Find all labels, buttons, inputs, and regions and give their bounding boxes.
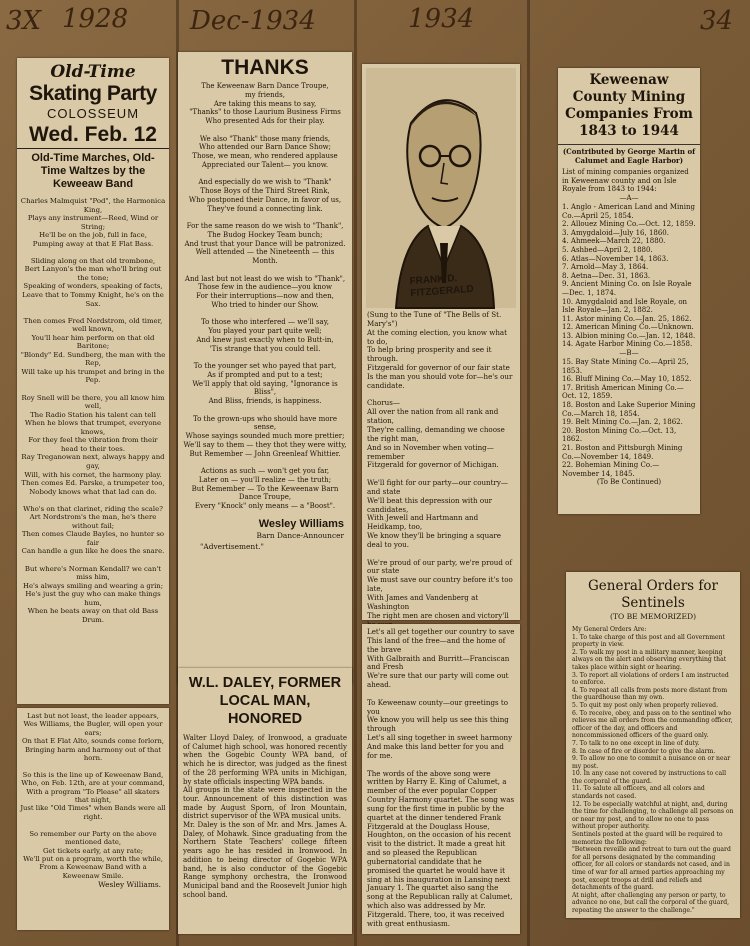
mining-list-b: 15. Bay State Mining Co.—April 25, 1853. 16. Bluff Mining Co.—May 10, 1852. 17. British American Mining Co.—Oct. 12, 1859. 18. Boston and Lake Superior Mining Co.—March 18, 1854. 19. Belt Mining Co.—Jan. 2, 1862. 20. Boston Mining Co.—Oct. 13, 1862. 21. Boston and Pittsburgh Mining Co.—November 14, 1849. 22. Bohemian Mining Co.—November 14, 1845. (562, 358, 696, 478)
daley-clipping (178, 668, 352, 934)
fitzgerald-song-continued-clipping (362, 624, 520, 934)
column-divider (527, 0, 530, 946)
skating-verse-continued: Last but not least, the leader appears, Wes Williams, the Bugler, will open your ears; On that E Flat Alto, sounds come forlorn, Bringing harm and harmony out of that horn. So this is the line up of Keweenaw Band, Who, on Feb. 12th, are at your command, With a program "To Please" all skaters that night, Just like "Old Times" when Bands were all right. So remember our Party on the above mentioned date, Get tickets early, at any rate; We'll put on a program, worth the while, From a Keweenaw Band with a Keweenaw Smile. (20, 712, 166, 880)
fitzgerald-song-continued: Let's all get together our country to save This land of the free—and the home of the brave With Galbraith and Burritt—Franciscan and Fresh We're sure that our party will come out ahead. To Keweenaw county—our greetings to you We know you will help us see this thing through Let's all sing together in sweet harmony And make this land better for you and for me. The words of the above song were written by Harry E. King of Calumet, a member of the ever popular Copper Country Harmony quartet. The song was sung for the first time in public by the quartet at the dinner tendered Frank Fitzgerald at the Douglass House, Houghton, on the occasion of his recent visit to the district. It made a great hit and so pleased the Republican gubernatorial candidate that he promised the quartet he would have it sing at his inauguration in Lansing next January 1. The quartet also sang the song at the Republican rally at Calumet, which also was addressed by Mr. Fitzgerald. There, too, it was received with great enthusiasm. (367, 627, 515, 928)
sentinel-orders-clipping (566, 572, 740, 918)
mining-title: Keweenaw County Mining Companies From 1843 to 1944 (558, 68, 700, 145)
mining-companies-clipping (558, 68, 700, 514)
skating-verse: Charles Malmquist "Pod", the Harmonica King, Plays any instrument—Reed, Wind or String; He'll be on the job, full in face, Pumping away at that E Flat Bass. Sliding along on that old trombone, Bert Lanyon's the man who'll bring out the tone; Speaking of wonders, speaking of facts, Leave that to Tommy Knight, he's on the Sax. Then comes Fred Nordstrom, old timer, well known, You'll hear him perform on that old Baritone; "Blondy" Ed. Sundberg, the man with the Rep, Will take up his trumpet and bring in the Pep. Roy Snell will be there, you all know him well, The Radio Station his talent can tell When he blows that trumpet, everyone knows, For they feel the vibration from their head to their toes. Ray Treganowan next, always happy and gay, Will, with his cornet, the harmony play. Then comes Ed. Parske, a trumpeter too, Nobody knows what that lad can do. Who's on that clarinet, riding the scale? Art Nordstrom's the man, he's there without fail; Then comes Claude Bayles, no hunter so fair Can handle a gun like he does the snare. But where's Norman Kendall? we can't miss him, He's always smiling and wearing a grin; He's just the guy who can make things hum, When he beats away on that old Bass Drum. (20, 197, 166, 624)
handwritten-mark-3x: 3X (6, 6, 42, 36)
mining-list-a: 1. Anglo - American Land and Mining Co.—April 25, 1854. 2. Allouez Mining Co.—Oct. 12, 1859. 3. Amygdaloid—July 16, 1860. 4. Ahmeek—March 22, 1880. 5. Ashbed—April 2, 1880. 6. Atlas—November 14, 1863. 7. Arnold—May 3, 1864. 8. Aetna—Dec. 31, 1863. 9. Ancient Mining Co. on Isle Royale—Dec. 1, 1874. 10. Amygdaloid and Isle Royale, on Isle Royale—Jan. 2, 1882. 11. Astor mining Co.—Jan. 25, 1862. 12. American Mining Co.—Unknown. 13. Albion mining Co.—Jan. 12, 1848. 14. Agate Harbor Mining Co.—1858. (562, 202, 696, 349)
skating-party-clipping (17, 58, 169, 704)
skating-signature: Wesley Williams. (98, 880, 161, 890)
thanks-clipping (178, 52, 352, 684)
fitzgerald-song-lyrics: (Sung to the Tune of "The Bells of St. Mary's") At the coming election, you know what to do, To help bring prosperity and see it through. Fitzgerald for governor of our fair state Is the man you should vote for—he's our candidate. Chorus— All over the nation from all rank and station, They're calling, demanding we choose the right man, And so in November when voting—remember Fitzgerald for governor of Michigan. We'll fight for our party—our country—and state We'll beat this depression with our candidates, With Jewell and Hartmann and Heidkamp, too, We know they'll be bringing a square deal to you. We're proud of our party, we're proud of our state We must save our country before it's too late, With James and Vandenberg at Washington The right men are chosen and victory'll (367, 310, 513, 620)
fitzgerald-song-clipping (362, 64, 520, 620)
mining-continued-note: (To Be Continued) (596, 478, 662, 487)
mining-section-a: —A— (619, 193, 639, 202)
mining-credit: (Contributed by George Martin of Calumet and Eagle Harbor) (562, 147, 696, 165)
skating-head-skating-party: Skating Party (29, 82, 157, 105)
sentinel-orders-text: My General Orders Are: 1. To take charge of this post and all Government property in view. 2. To walk my post in a military manner, keeping always on the alert and observing everything that takes place within sight or hearing. 3. To report all violations of orders I am instructed to enforce. 4. To repeat all calls from posts more distant from the guardhouse than my own. 5. To quit my post only when properly relieved. 6. To receive, obey, and pass on to the sentinel who relieves me all orders from the commanding officer, officer of the day, and officers and noncommissioned officers of the guard only. 7. To talk to no one except in line of duty. 8. In case of fire or disorder to give the alarm. 9. To allow no one to commit a nuisance on or near my post. 10. In any case not covered by instructions to call the corporal of the guard. 11. To salute all officers, and all colors and standards not cased. 12. To be especially watchful at night, and, during the time for challenging, to challenge all persons on or near my post, and to allow no one to pass without proper authority. Sentinels posted at the guard will be required to memorize the following: "Between reveille and retreat to turn out the guard for all persons designated by the commanding officer, for all colors or standards not cased, and in time of war for all armed parties approaching my post, except troops at drill and reliefs and detachments of the guard. At night, after challenging any person or party, to advance no one, but call the corporal of the guard, repeating the answer to the challenge." (572, 626, 734, 914)
handwritten-date-dec-1934: Dec-1934 (190, 6, 316, 36)
handwritten-year-1928: 1928 (62, 4, 129, 34)
thanks-verse: The Keweenaw Barn Dance Troupe, my friends, Are taking this means to say, "Thanks" to those Laurium Business Firms Who presented Ads for their play. We also "Thank" those many friends, Who attended our Barn Dance Show; Those, we mean, who rendered applause Appreciated our Talent— you know. And especially do we wish to "Thank" Those Boys of the Third Street Rink, Who postponed their Dance, in favor of us, They've found a connecting link. For the same reason do we wish to "Thank", The Budog Hockey Team bunch; And trust that your Dance will be patronized. Well attended — the Nineteenth — this Month. And last but not least do we wish to "Thank", Those few in the audience—you know For their interruptions—now and then, Who tried to hinder our Show. To those who interfered — we'll say, You played your part quite well; And knew just exactly when to Butt-in, 'Tis strange that you could tell. To the younger set who payed that part, As if prompted and put to a test; We'll apply that old saying, "Ignorance is Bliss", And Bliss, friends, is happiness. To the grown-ups who should have more sense, Whose sayings sounded much more prettier; We'll say to them — they thot they were witty, But Remember — John Greenleaf Whittier. Actions as such — won't get you far, Later on — you'll realize — the truth; But Remember — To the Keweenaw Barn Dance Troupe, Every "Knock" only means — a "Boost". (183, 82, 347, 510)
sentinel-subtitle: (TO BE MEMORIZED) (609, 612, 697, 621)
thanks-title: THANKS (221, 56, 309, 79)
thanks-footer: "Advertisement." (200, 542, 264, 552)
handwritten-year-1934: 1934 (408, 4, 475, 34)
mining-intro: List of mining companies organized in Keweenaw county and on Isle Royale from 1843 to 1944: (562, 168, 689, 194)
skating-subheading: Old-Time Marches, Old-Time Waltzes by the Keweeaw Band (17, 148, 169, 194)
skating-head-old-time: Old-Time (50, 62, 136, 82)
fitzgerald-portrait-drawing (366, 68, 516, 308)
skating-head-date: Wed. Feb. 12 (29, 123, 157, 146)
daley-headline: W.L. DALEY, FORMER LOCAL MAN, HONORED (188, 675, 342, 727)
fitzgerald-caption: FRANK D. FITZGERALD (409, 272, 475, 300)
mining-section-b: —B— (619, 349, 639, 358)
thanks-signature-title: Barn Dance-Announcer (256, 530, 344, 540)
sentinel-title: General Orders for Sentinels (588, 578, 718, 611)
thanks-signature: Wesley Williams (258, 517, 344, 530)
handwritten-page-number: 34 (700, 6, 734, 36)
fitzgerald-portrait (366, 68, 516, 308)
skating-party-continued-clipping (17, 708, 169, 930)
daley-article: Walter Lloyd Daley, of Ironwood, a graduate of Calumet high school, was honored recently when the Gogebic County WPA band, of which he is director, was judged as the finest of the 28 performing WPA units in Michigan, by state officials inspecting WPA bands. All groups in the state were inspected in the tour. Announcement of this distinction was made by August Sporn, of Iron Mountain, district supervisor of the WPA musical units. Mr. Daley is the son of Mr. and Mrs. James A. Daley, of Mohawk. Since graduating from the Northern State Teachers' college fifteen years ago he has resided in Ironwood. In addition to being director of Gogebic WPA band, he is also conductor of the Gogebic Range symphony orchestra, the Ironwood Municipal band and the Roosevelt Junior high school band. (183, 734, 347, 899)
skating-head-colosseum: COLOSSEUM (46, 106, 140, 121)
column-divider (354, 0, 357, 946)
